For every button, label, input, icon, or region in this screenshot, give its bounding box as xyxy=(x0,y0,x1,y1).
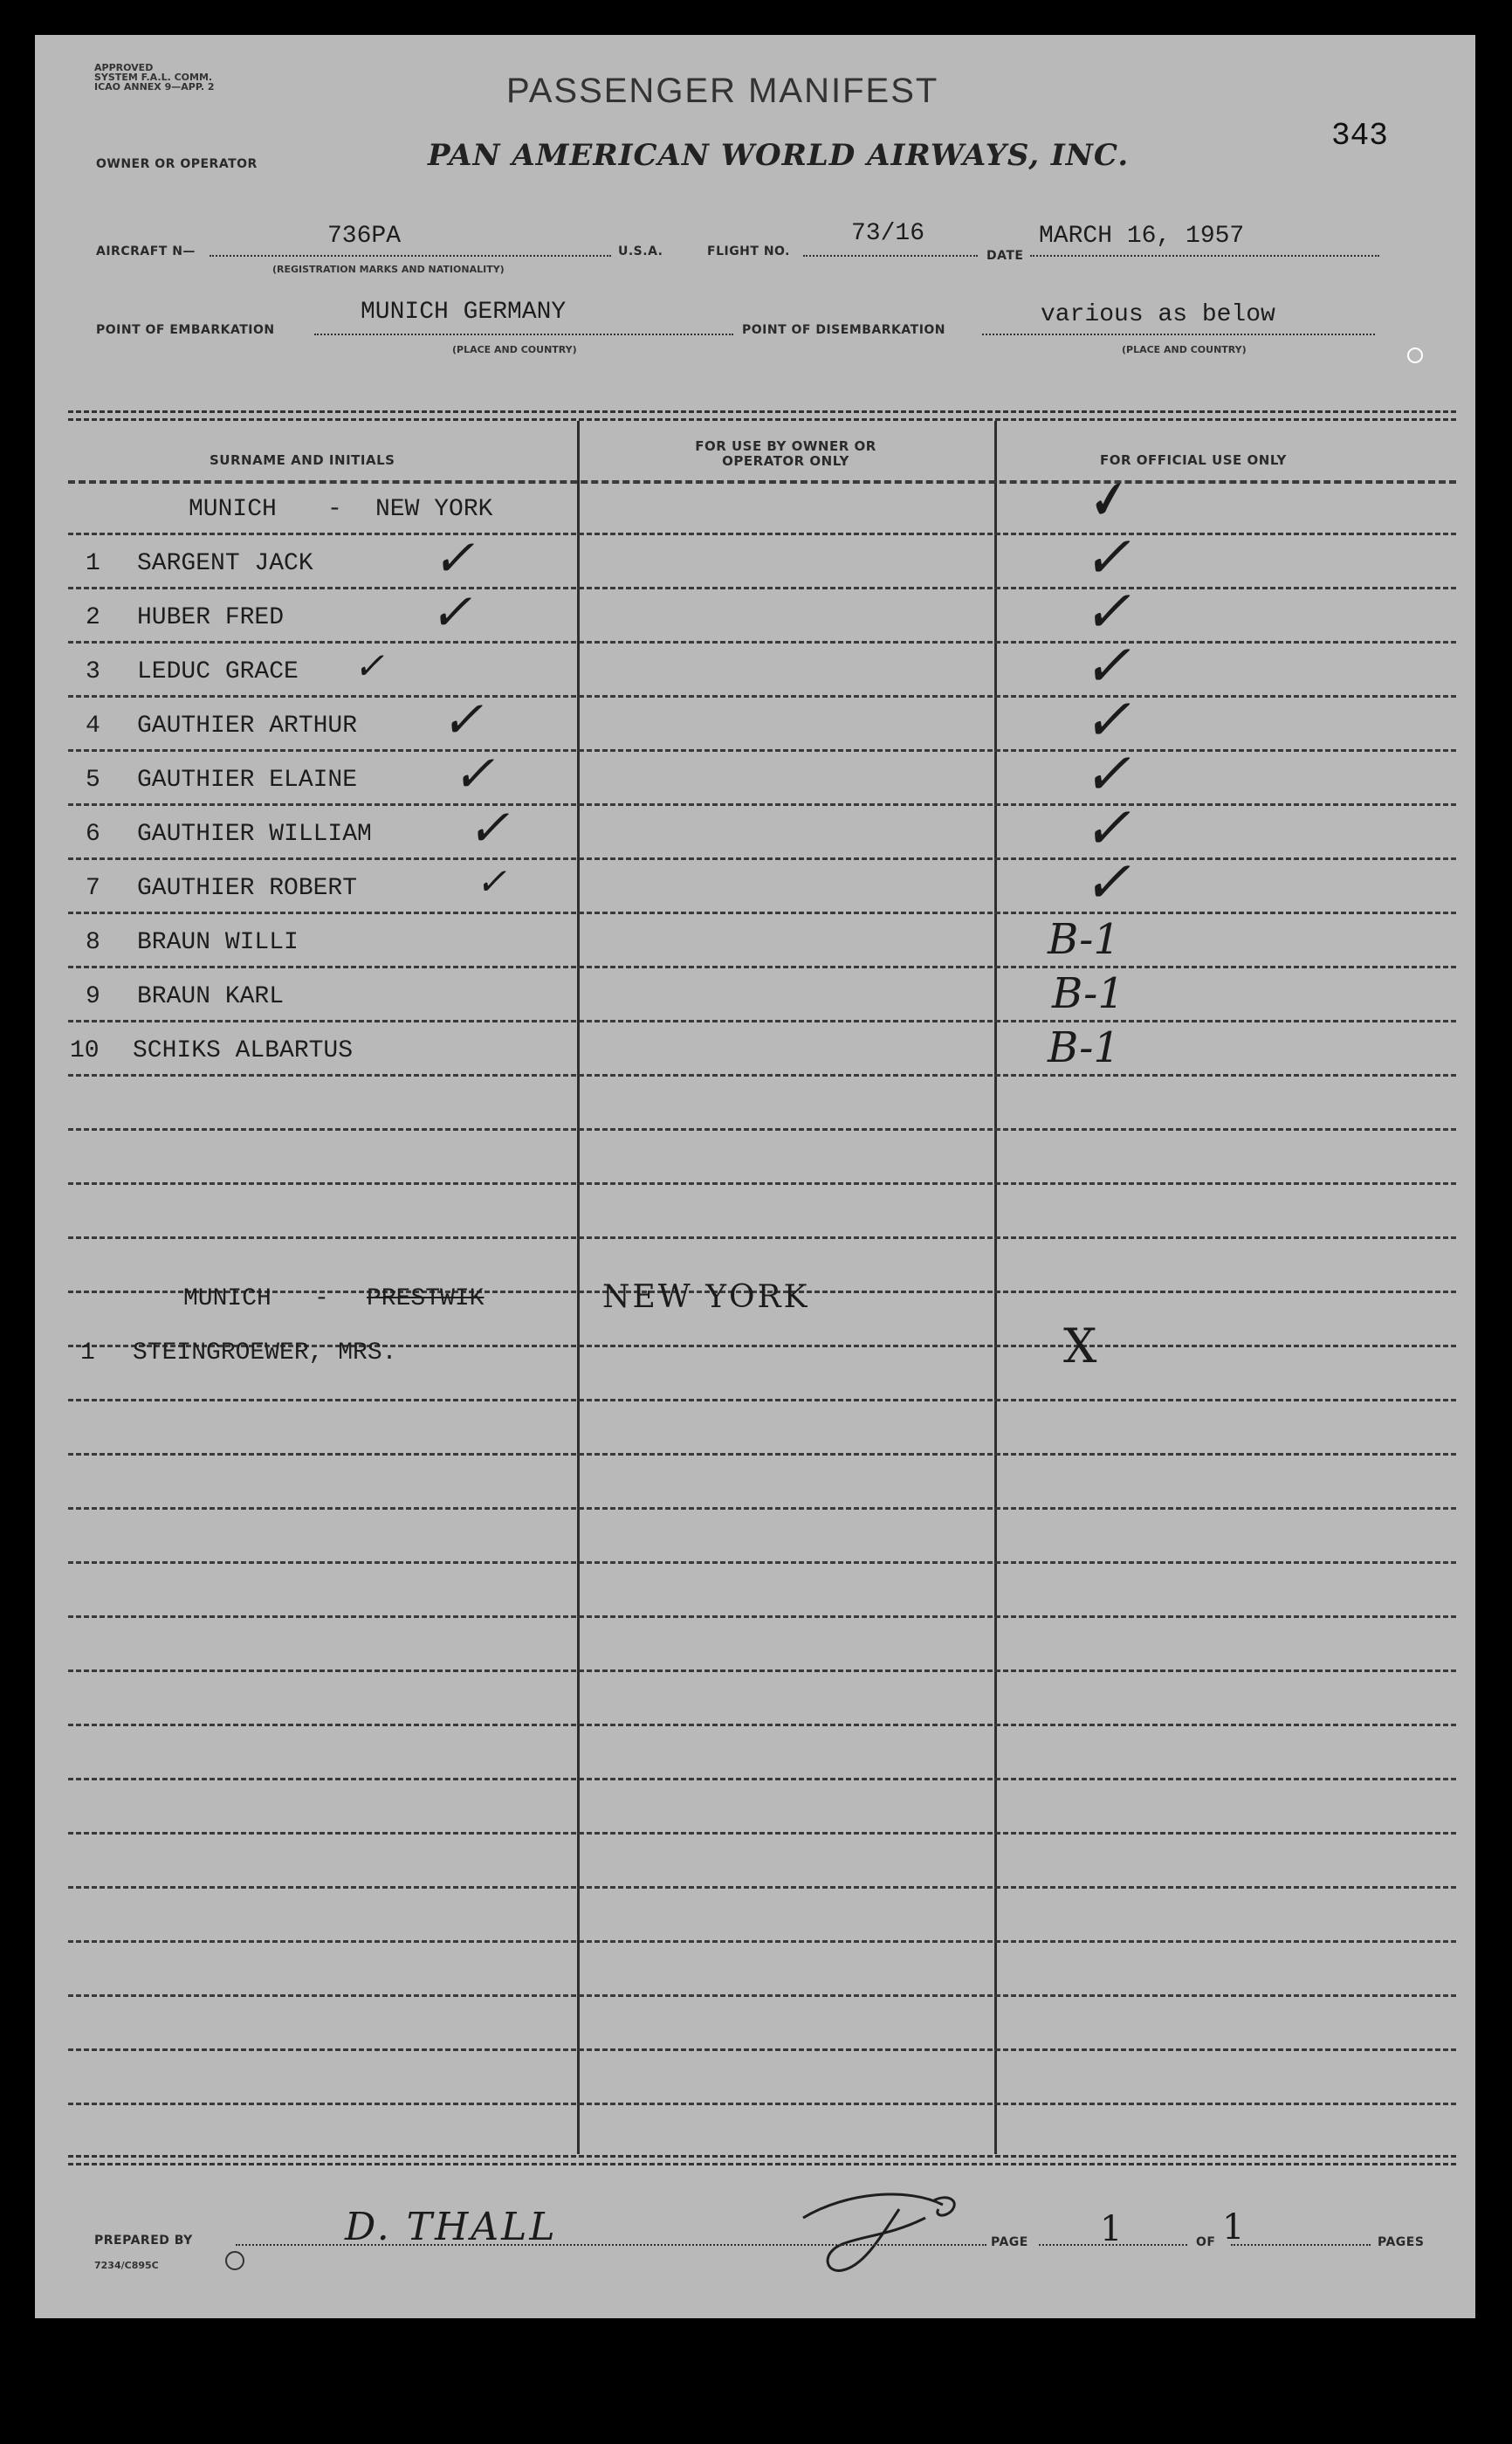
row-rule xyxy=(68,1236,1456,1239)
official-mark-heading: ✔ xyxy=(1080,471,1131,532)
row-rule xyxy=(68,1724,1456,1726)
disembark-value: various as below xyxy=(1041,301,1275,328)
prepared-signature: D. THALL xyxy=(345,2205,558,2249)
disembark-sub: (PLACE AND COUNTRY) xyxy=(1122,344,1247,355)
row-rule xyxy=(68,1128,1456,1131)
aircraft-value: 736PA xyxy=(327,223,402,250)
embark-label: POINT OF EMBARKATION xyxy=(96,323,275,337)
passenger-name: STEINGROEWER, MRS. xyxy=(133,1339,397,1367)
table-top-rule xyxy=(68,410,1456,421)
approval-line: APPROVED xyxy=(94,62,154,73)
official-entry: ✓ xyxy=(1082,524,1131,591)
row-rule xyxy=(68,966,1456,968)
aircraft-sub: (REGISTRATION MARKS AND NATIONALITY) xyxy=(272,264,505,275)
row-rule xyxy=(68,749,1456,752)
row-rule xyxy=(68,1886,1456,1889)
row-rule xyxy=(68,695,1456,698)
row-rule xyxy=(68,1399,1456,1401)
row-number: 2 xyxy=(86,604,100,631)
form-code: 7234/C895C xyxy=(94,2260,159,2271)
approval-line: SYSTEM F.A.L. COMM. xyxy=(94,72,213,83)
aircraft-label: AIRCRAFT N— xyxy=(96,244,196,258)
section-heading-from: MUNICH xyxy=(189,496,277,523)
official-entry: B-1 xyxy=(1048,915,1120,964)
row-number: 6 xyxy=(86,821,100,848)
row-rule xyxy=(68,1832,1456,1835)
check-icon: ✓ xyxy=(467,798,510,857)
passenger-name: SCHIKS ALBARTUS xyxy=(133,1037,354,1064)
usa-label: U.S.A. xyxy=(618,244,663,258)
row-rule xyxy=(68,803,1456,806)
embark-value: MUNICH GERMANY xyxy=(361,299,567,326)
row-rule xyxy=(68,1507,1456,1510)
row-rule xyxy=(68,912,1456,914)
row-number: 7 xyxy=(86,875,100,902)
section-heading-to: NEW YORK xyxy=(375,496,493,523)
section-heading-dash: - xyxy=(314,1285,329,1312)
check-icon: ✓ xyxy=(452,744,495,803)
disembark-label: POINT OF DISEMBARKATION xyxy=(742,323,946,337)
date-label: DATE xyxy=(986,249,1024,263)
row-rule xyxy=(68,1074,1456,1077)
passenger-name: HUBER FRED xyxy=(137,604,285,631)
aircraft-line xyxy=(210,255,611,257)
row-rule xyxy=(68,1453,1456,1456)
of-line xyxy=(1231,2244,1371,2246)
row-rule xyxy=(68,1561,1456,1564)
section-heading-to: PRESTWIK xyxy=(367,1285,485,1312)
header-rule xyxy=(68,480,1456,484)
passenger-name: GAUTHIER ELAINE xyxy=(137,767,358,794)
union-bug-icon xyxy=(225,2251,244,2270)
official-entry: ✓ xyxy=(1082,795,1131,862)
of-label: OF xyxy=(1196,2235,1216,2249)
flight-value: 73/16 xyxy=(851,220,925,247)
prepared-line xyxy=(236,2244,986,2246)
official-entry: B-1 xyxy=(1052,969,1124,1018)
column-divider-1 xyxy=(577,421,580,2154)
page-value: 1 xyxy=(1100,2209,1123,2249)
page-title: PASSENGER MANIFEST xyxy=(506,72,939,110)
approval-line: ICAO ANNEX 9—APP. 2 xyxy=(94,81,215,93)
row-number: 1 xyxy=(86,550,100,577)
embark-line xyxy=(314,334,733,335)
official-entry: X xyxy=(1063,1318,1097,1373)
flight-label: FLIGHT NO. xyxy=(707,244,790,258)
official-entry: ✓ xyxy=(1082,740,1131,808)
passenger-name: BRAUN KARL xyxy=(137,983,285,1010)
col3-header: FOR OFFICIAL USE ONLY xyxy=(1100,452,1287,468)
row-rule xyxy=(68,1615,1456,1618)
operator-note: NEW YORK xyxy=(602,1279,810,1315)
official-entry: ✓ xyxy=(1082,632,1131,699)
passenger-name: LEDUC GRACE xyxy=(137,658,299,685)
date-value: MARCH 16, 1957 xyxy=(1039,223,1245,250)
official-entry: ✓ xyxy=(1082,849,1131,916)
passenger-name: GAUTHIER ARTHUR xyxy=(137,713,358,740)
row-rule xyxy=(68,641,1456,644)
row-rule xyxy=(68,857,1456,860)
section-heading-dash: - xyxy=(327,496,342,523)
check-icon: ✓ xyxy=(441,690,484,749)
row-rule xyxy=(68,1940,1456,1943)
of-value: 1 xyxy=(1222,2207,1245,2248)
row-rule xyxy=(68,1182,1456,1185)
row-rule xyxy=(68,1020,1456,1022)
row-rule xyxy=(68,1669,1456,1672)
row-rule xyxy=(68,533,1456,535)
row-number: 3 xyxy=(86,658,100,685)
punch-hole xyxy=(1407,348,1423,363)
passenger-name: BRAUN WILLI xyxy=(137,929,299,956)
page-stamp: 343 xyxy=(1331,118,1388,154)
owner-value: PAN AMERICAN WORLD AIRWAYS, INC. xyxy=(428,138,1130,173)
col2-header: FOR USE BY OWNER OR OPERATOR ONLY xyxy=(695,438,876,469)
col1-header: SURNAME AND INITIALS xyxy=(210,452,395,468)
passenger-name: GAUTHIER ROBERT xyxy=(137,875,358,902)
row-number: 1 xyxy=(80,1339,95,1367)
passenger-name: SARGENT JACK xyxy=(137,550,313,577)
row-rule xyxy=(68,1994,1456,1997)
page-line xyxy=(1039,2244,1187,2246)
row-number: 8 xyxy=(86,929,100,956)
official-entry: ✓ xyxy=(1082,686,1131,754)
row-number: 10 xyxy=(70,1037,100,1064)
section-heading-from: MUNICH xyxy=(183,1285,271,1312)
row-number: 9 xyxy=(86,983,100,1010)
prepared-label: PREPARED BY xyxy=(94,2234,193,2248)
official-entry: ✓ xyxy=(1082,578,1131,645)
row-rule xyxy=(68,2048,1456,2051)
official-entry: B-1 xyxy=(1048,1023,1120,1072)
check-icon: ✓ xyxy=(430,582,472,642)
disembark-line xyxy=(982,334,1375,335)
check-icon: ✓ xyxy=(432,528,475,588)
manifest-sheet xyxy=(35,35,1475,2318)
pages-label: PAGES xyxy=(1378,2235,1425,2249)
passenger-name: GAUTHIER WILLIAM xyxy=(137,821,372,848)
row-number: 5 xyxy=(86,767,100,794)
owner-label: OWNER OR OPERATOR xyxy=(96,157,258,171)
approval-block xyxy=(94,63,215,92)
page-label: PAGE xyxy=(991,2235,1028,2249)
row-rule xyxy=(68,1778,1456,1780)
embark-sub: (PLACE AND COUNTRY) xyxy=(452,344,577,355)
date-line xyxy=(1030,255,1379,257)
signature-flourish xyxy=(794,2183,1004,2279)
check-icon: ✓ xyxy=(476,860,507,903)
column-divider-2 xyxy=(994,421,997,2154)
flight-line xyxy=(803,255,978,257)
check-icon: ✓ xyxy=(354,644,385,687)
row-number: 4 xyxy=(86,713,100,740)
row-rule xyxy=(68,2103,1456,2105)
table-bottom-rule xyxy=(68,2155,1456,2165)
row-rule xyxy=(68,587,1456,589)
